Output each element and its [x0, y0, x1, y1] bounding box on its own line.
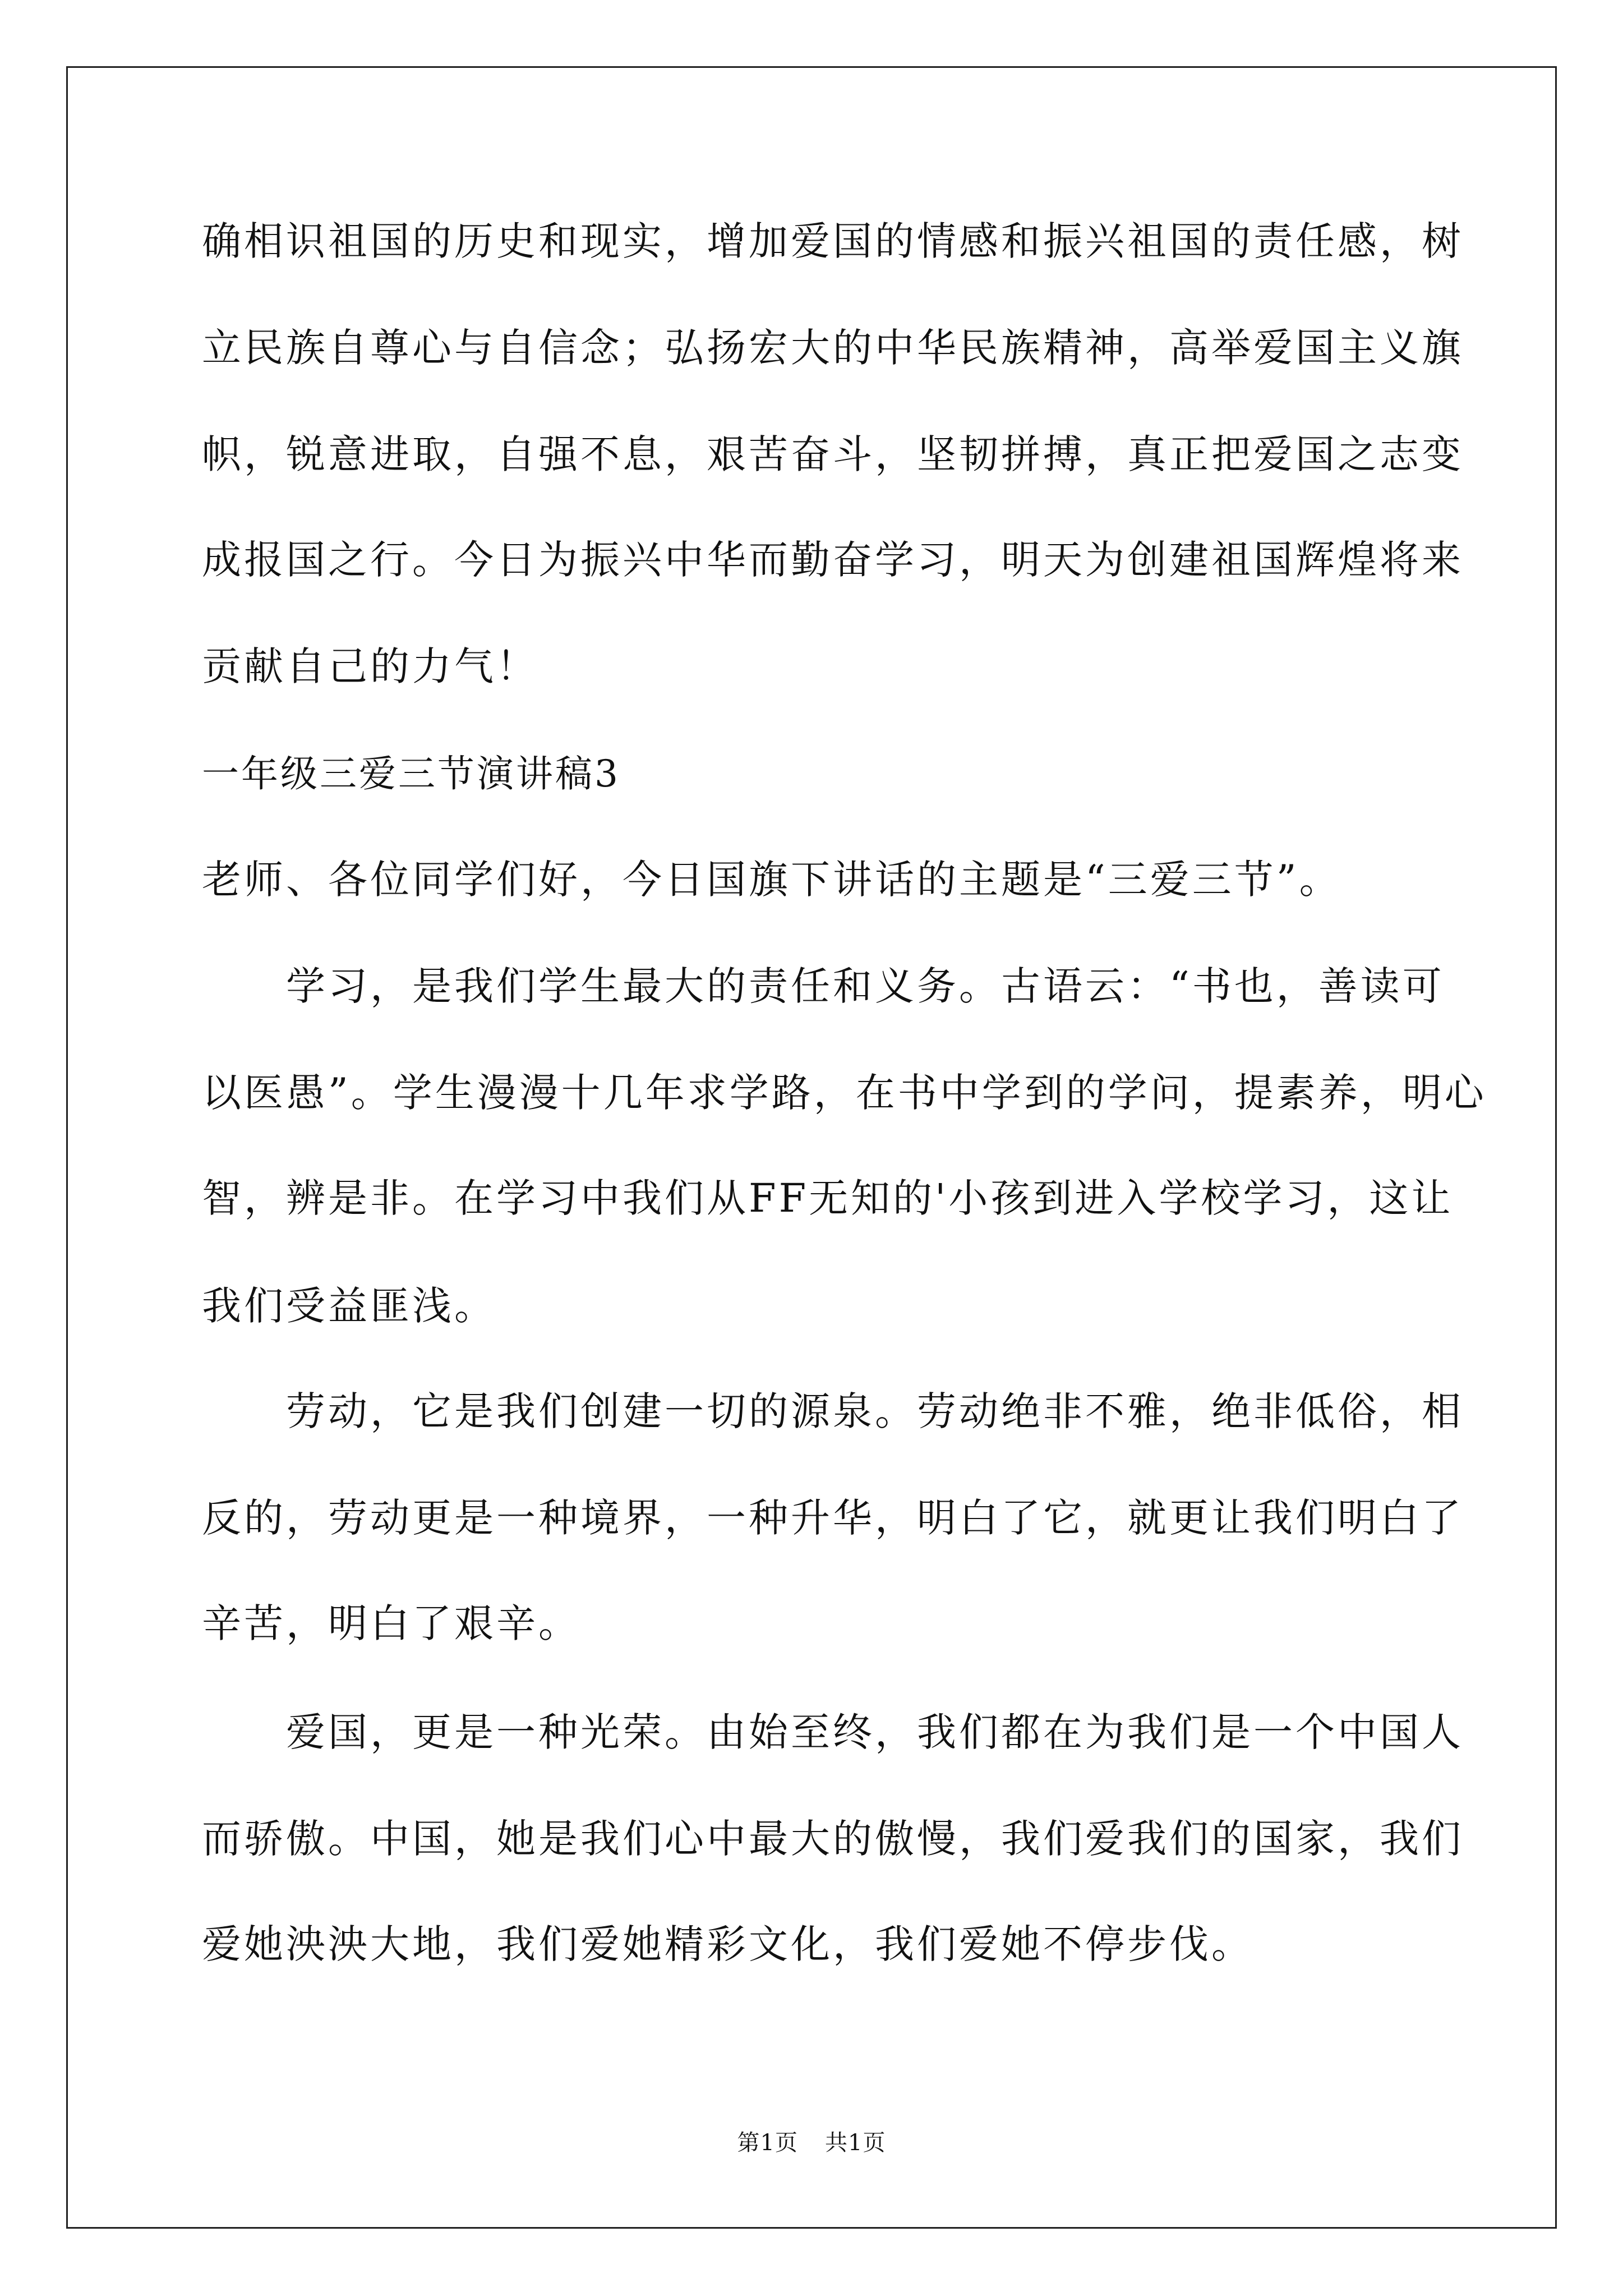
paragraph-line: 爱她泱泱大地，我们爱她精彩文化，我们爱她不停步伐。	[202, 1921, 1253, 1967]
section-heading: 一年级三爱三节演讲稿3	[202, 752, 620, 795]
paragraph-line: 智，辨是非。在学习中我们从FF无知的'小孩到进入学校学习，这让	[202, 1175, 1454, 1221]
paragraph-line: 立民族自尊心与自信念；弘扬宏大的中华民族精神，高举爱国主义旗	[202, 325, 1464, 371]
paragraph-line: 我们受益匪浅。	[202, 1283, 496, 1329]
paragraph-line: 劳动，它是我们创建一切的源泉。劳动绝非不雅，绝非低俗，相	[286, 1388, 1464, 1434]
page-number: 第1页	[737, 2130, 798, 2156]
paragraph-line: 爱国，更是一种光荣。由始至终，我们都在为我们是一个中国人	[286, 1709, 1464, 1755]
total-pages: 共1页	[825, 2130, 886, 2156]
paragraph-line: 学习，是我们学生最大的责任和义务。古语云：“书也，善读可	[286, 963, 1445, 1009]
paragraph-line: 而骄傲。中国，她是我们心中最大的傲慢，我们爱我们的国家，我们	[202, 1816, 1464, 1862]
paragraph-line: 成报国之行。今日为振兴中华而勤奋学习，明天为创建祖国辉煌将来	[202, 537, 1464, 583]
paragraph-line: 辛苦，明白了艰辛。	[202, 1600, 580, 1646]
paragraph-line: 确相识祖国的历史和现实，增加爱国的情感和振兴祖国的责任感，树	[202, 218, 1464, 264]
page-footer	[0, 2132, 1623, 2154]
paragraph-line: 反的，劳动更是一种境界，一种升华，明白了它，就更让我们明白了	[202, 1495, 1464, 1541]
paragraph-line: 贡献自己的力气！	[202, 643, 538, 689]
greeting-line: 老师、各位同学们好，今日国旗下讲话的主题是“三爱三节”。	[202, 857, 1341, 903]
paragraph-line: 帜，锐意进取，自强不息，艰苦奋斗，坚韧拼搏，真正把爱国之志变	[202, 431, 1464, 477]
page-border	[66, 66, 1557, 2229]
paragraph-line: 以医愚”。学生漫漫十几年求学路，在书中学到的学问，提素养，明心	[202, 1070, 1487, 1116]
